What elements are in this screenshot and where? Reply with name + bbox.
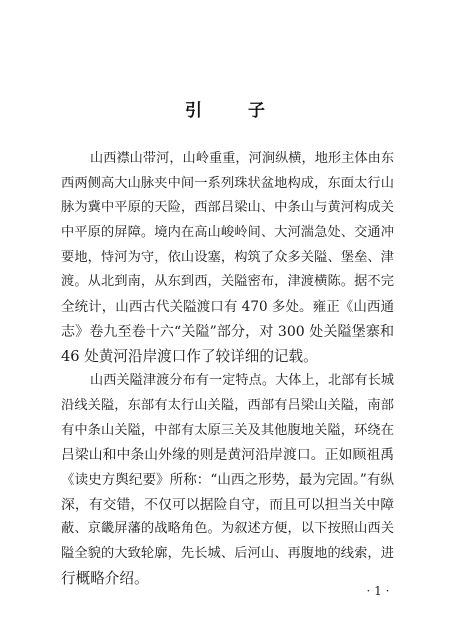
text-line: 行概略介绍。: [61, 569, 149, 587]
text-line: 深，有交错，不仅可以据险自守，而且可以担当关中障: [61, 496, 394, 513]
page-number: · 1 ·: [366, 584, 390, 598]
paragraph: [61, 369, 394, 591]
text-line: 隘全貌的大致轮廓，先长城、后河山、再腹地的线索，进: [61, 546, 394, 561]
text-line: 沿线关隘，东部有太行山关隘，西部有吕梁山关隘，南部: [61, 397, 394, 413]
text-line: 《读史方舆纪要》所称：“山西之形势，最为完固。”有纵: [61, 471, 394, 488]
text-line: 西两侧高大山脉夹中间一系列珠状盆地构成，东面太行山: [61, 175, 394, 191]
text-line: 蔽、京畿屏藩的战略角色。为叙述方便，以下按照山西关: [61, 521, 394, 537]
paragraph: [61, 147, 394, 369]
text-line: 山西关隘津渡分布有一定特点。大体上，北部有长城: [90, 373, 394, 389]
text-line: 46 处黄河沿岸渡口作了较详细的记载。: [61, 347, 318, 365]
text-line: 全统计，山西古代关隘渡口有 470 多处。雍正《山西通: [61, 299, 394, 316]
text-line: 要地，恃河为守，依山设塞，构筑了众多关隘、堡垒、津: [61, 249, 394, 265]
text-line: 有中条山关隘，中部有太原三关及其他腹地关隘，环绕在: [61, 422, 394, 438]
chapter-title: 引 子: [185, 101, 285, 121]
text-line: 渡。从北到南，从东到西，关隘密布，津渡横陈。据不完: [61, 274, 394, 290]
body-text: [61, 147, 394, 591]
text-line: 志》卷九至卷十六“关隘”部分，对 300 处关隘堡寨和: [61, 323, 394, 340]
text-line: 中平原的屏障。境内在高山峻岭间、大河湍急处、交通冲: [61, 225, 394, 241]
text-line: 脉为冀中平原的天险，西部吕梁山、中条山与黄河构成关: [61, 200, 394, 216]
text-line: 山西襟山带河，山岭重重，河涧纵横，地形主体由东: [90, 151, 394, 166]
text-line: 吕梁山和中条山外缘的则是黄河沿岸渡口。正如顾祖禹: [61, 447, 394, 464]
